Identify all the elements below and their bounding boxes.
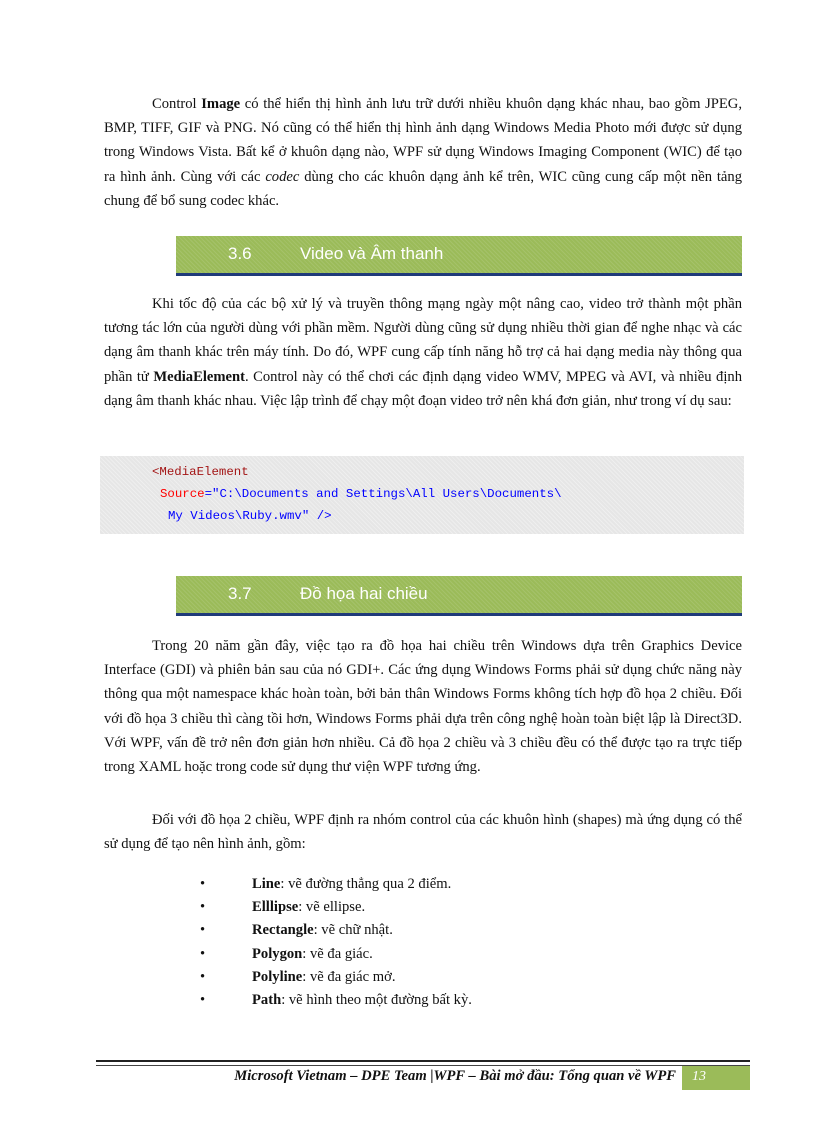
list-item: • Elllipse: vẽ ellipse. xyxy=(200,896,472,919)
list-item: • Polygon: vẽ đa giác. xyxy=(200,943,472,966)
bullet-icon: • xyxy=(200,876,206,892)
section-number: 3.7 xyxy=(228,584,252,603)
term-image: Image xyxy=(201,96,241,112)
term-codec: codec xyxy=(265,168,300,185)
bullet-icon: • xyxy=(200,922,206,939)
code-line-1: <MediaElement xyxy=(152,465,249,479)
list-item: • Polyline: vẽ đa giác mở. xyxy=(200,966,472,989)
section-title: Video và Âm thanh xyxy=(300,244,444,263)
bullet-icon: • xyxy=(200,991,206,1008)
section-number: 3.6 xyxy=(228,244,252,263)
page-number: 13 xyxy=(682,1066,750,1090)
section-title: Đồ họa hai chiều xyxy=(300,584,428,603)
paragraph-shapes-intro: Đối với đồ họa 2 chiều, WPF định ra nhóm control của các khuôn hình (shapes) mà ứng dụng có thể sử dụng để tạo nên hình ảnh, gồm: xyxy=(104,812,742,853)
code-line-3: My Videos\Ruby.wmv" /> xyxy=(168,509,332,523)
bullet-icon: • xyxy=(200,968,206,985)
footer-rule-thin xyxy=(96,1065,750,1066)
footer-title: Microsoft Vietnam – DPE Team |WPF – Bài mở đầu: Tổng quan về WPF xyxy=(234,1068,676,1084)
code-line-2: Source="C:\Documents and Settings\All Users\Documents\ xyxy=(160,487,562,501)
code-sample xyxy=(100,456,744,534)
list-item: • Line: vẽ đường thẳng qua 2 điểm. xyxy=(200,873,472,896)
paragraph-video: Khi tốc độ của các bộ xử lý và truyền thông mạng ngày một nâng cao, video trở thành một phần tương tác lớn của người dùng với phần mềm. Người dùng cũng sử dụng nhiều thời gian để nghe nhạc và các dạng âm thanh khác trên máy tính. Do đó, WPF cung cấp tính năng hỗ trợ cả hai dạng media này thông qua phần tử MediaElement. Control này có thể chơi các định dạng video WMV, MPEG và AVI, và nhiều định dạng âm thanh khác nhau. Việc lập trình để chạy một đoạn video trở nên khá đơn giản, như trong ví dụ sau: xyxy=(104,296,742,409)
term-mediaelement: MediaElement xyxy=(153,368,245,385)
bullet-icon: • xyxy=(200,899,206,916)
shape-list xyxy=(200,873,472,1012)
section-heading-3-6 xyxy=(176,236,742,276)
bullet-icon: • xyxy=(200,945,206,962)
paragraph-2d-graphics: Trong 20 năm gần đây, việc tạo ra đồ họa hai chiều trên Windows dựa trên Graphics Device Interface (GDI) và phiên bản sau của nó GDI+. Các ứng dụng Windows Forms phải sử dụng chức năng này thông qua một namespace khác hoàn toàn, bởi bản thân Windows Forms không tích hợp đồ họa 2 chiều. Đối với đồ họa 3 chiều thì càng tồi hơn, Windows Forms phải dựa trên công nghệ hoàn toàn biệt lập là Direct3D. Với WPF, vấn đề trở nên đơn giản hơn nhiều. Cả đồ họa 2 chiều và 3 chiều đều có thể được tạo ra trực tiếp trong XAML hoặc trong code sử dụng thư viện WPF tương ứng. xyxy=(104,638,742,776)
footer-rule xyxy=(96,1060,750,1062)
section-heading-3-7 xyxy=(176,576,742,616)
list-item: • Path: vẽ hình theo một đường bất kỳ. xyxy=(200,989,472,1012)
paragraph-image: Control Image có thể hiển thị hình ảnh lưu trữ dưới nhiều khuôn dạng khác nhau, bao gồm JPEG, BMP, TIFF, GIF và PNG. Nó cũng có thể hiển thị hình ảnh dạng Windows Media Photo mới được sử dụng trong Windows Vista. Bất kể ở khuôn dạng nào, WPF sử dụng Windows Imaging Component (WIC) để tạo ra hình ảnh. Cùng với các codec dùng cho các khuôn dạng ảnh kể trên, WIC cũng cung cấp một nền tảng chung để bổ sung codec khác. xyxy=(104,96,742,209)
list-item: • Rectangle: vẽ chữ nhật. xyxy=(200,919,472,942)
